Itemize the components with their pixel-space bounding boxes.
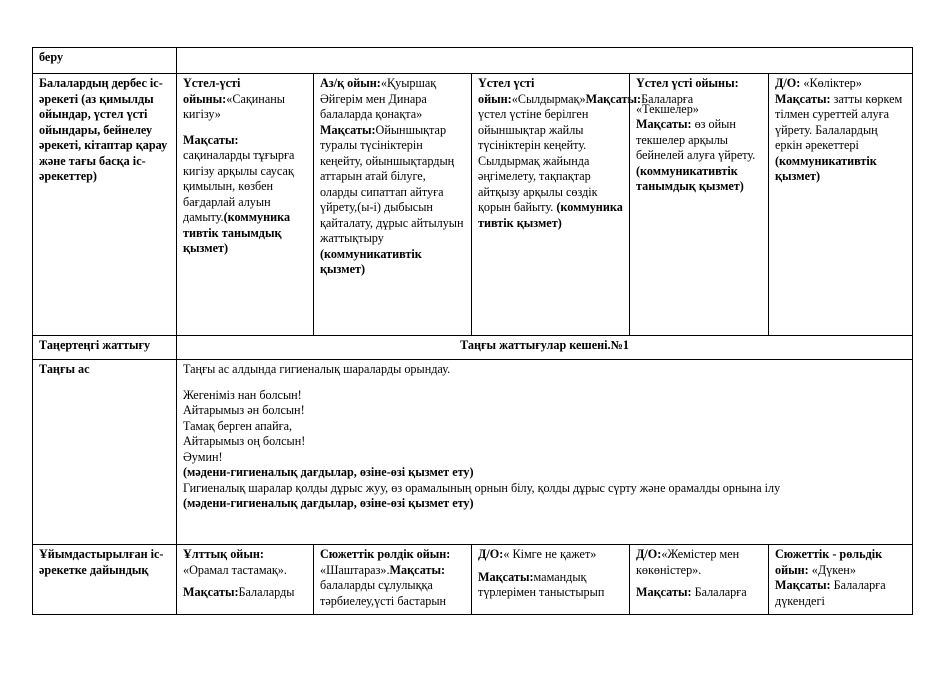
activity-game-name: « Кімге не қажет» — [503, 547, 597, 561]
activity-title: Үстел үсті ойыны: — [636, 76, 739, 90]
poem-line: Айтарымыз оң болсын! — [183, 434, 306, 448]
activity-cell-5 — [769, 74, 913, 336]
prep-cell-5 — [769, 545, 913, 615]
prep-cell-1 — [177, 545, 314, 615]
prep-cell-4 — [630, 545, 769, 615]
poem-line: Тамақ берген апайға, — [183, 418, 293, 433]
activity-game-name: «Орамал тастамақ». — [183, 562, 287, 577]
breakfast-tag: (мәдени-гигиеналық дағдылар, өзіне-өзі қызмет ету) — [183, 465, 474, 479]
activity-title: Сюжеттік - рөльдік ойын: — [775, 547, 883, 577]
activity-tag: (коммуникативтік қызмет) — [320, 246, 422, 276]
goal-label: Мақсаты: — [775, 578, 831, 592]
prep-cell-2 — [314, 545, 472, 615]
activity-game-name: «Қуыршақ Әйгерім мен Динара балаларда қонақта» — [320, 76, 437, 121]
row-beru-content — [177, 48, 913, 74]
poem-line: Жегеніміз нан болсын! — [183, 387, 302, 402]
goal-text: Балаларға — [694, 585, 747, 599]
goal-label: Мақсаты: — [775, 91, 831, 106]
activity-game-name: «Көліктер» — [803, 76, 862, 90]
row-label-preparation: Ұйымдастырылған іс-әрекетке дайындық — [33, 545, 177, 615]
activity-game-name: «Жемістер мен көкөністер». — [636, 547, 740, 577]
activity-title: Д/О: — [478, 547, 504, 561]
goal-label: Мақсаты: — [320, 122, 376, 137]
daily-plan-table — [32, 47, 913, 615]
goal-text: Балаларды — [238, 585, 295, 599]
goal-label: Мақсаты: — [183, 132, 239, 147]
table-row-preparation — [33, 545, 913, 615]
goal-label: Мақсаты: — [478, 569, 534, 584]
poem-line: Әумин! — [183, 449, 223, 464]
breakfast-intro: Таңғы ас алдында гигиеналық шараларды орындау. — [183, 362, 451, 376]
hygiene-text: Гигиеналық шаралар қолды дұрыс жуу, өз орамалының орнын білу, қолды дұрыс сүрту және орамалды орнына ілу — [183, 480, 781, 495]
activity-game-name: «Шаштараз». — [320, 562, 390, 577]
poem-line: Айтарымыз ән болсын! — [183, 403, 305, 417]
row-label-beru: беру — [33, 48, 177, 74]
activity-game-name: «Сылдырмақ» — [511, 91, 586, 106]
prep-cell-3 — [472, 545, 630, 615]
row-label-breakfast: Таңғы ас — [33, 360, 177, 545]
activity-title: Үстел-үсті ойыны: — [183, 76, 241, 106]
goal-text: Балаларға үстел үстіне берілген ойыншықтар жайлы түсініктерін кеңейту. Сылдырмақ жайында әңгімелету, тақпақтар айтқызу арқылы сөздік қорын байыту. — [478, 91, 694, 214]
goal-text: сақиналарды тұғырға кигізу арқылы саусақ қимылын, көзбен бағдарлай алуын дамыту. — [183, 148, 295, 224]
activity-tag: (коммуника тивтік танымдық қызмет) — [183, 210, 291, 255]
goal-label: Мақсаты: — [585, 91, 642, 106]
row-label-independent-activity: Балалардың дербес іс-әрекеті (аз қимылды ойындар, үстел үсті ойындары, бейнелеу әрекеті, кітаптар қарау және тағы басқа іс-әрекеттер) — [33, 74, 177, 336]
activity-game-name: «Текшелер» — [636, 101, 699, 116]
activity-cell-4 — [630, 74, 769, 336]
activity-game-name: «Дүкен» — [811, 562, 856, 577]
row-label-morning-exercise: Таңертеңгі жаттығу — [33, 336, 177, 360]
table-row-morning-exercise — [33, 336, 913, 360]
activity-tag: (коммуникативтік танымдық қызмет) — [636, 163, 744, 193]
breakfast-content — [177, 360, 913, 545]
goal-text: мамандық түрлерімен таныстырып — [478, 569, 605, 599]
activity-cell-1 — [177, 74, 314, 336]
activity-title: Д/О: — [775, 76, 801, 90]
goal-text: затты көркем тілмен суреттей алуға үйрету. Балалардың еркін әрекеттері — [775, 91, 903, 152]
activity-game-name: «Сақинаны кигізу» — [183, 91, 285, 121]
activity-title: Үстел үсті ойын: — [478, 76, 535, 106]
activity-title: Сюжеттік рөлдік ойын: — [320, 547, 451, 561]
goal-text: өз ойын текшелер арқылы бейнелей алуға үйрету. — [636, 117, 756, 162]
activity-title: Д/О: — [636, 547, 662, 561]
goal-text: балаларды сұлулыққа тәрбиелеу,үсті бастарын — [320, 578, 447, 608]
goal-label: Мақсаты: — [389, 562, 446, 577]
activity-tag: (коммуникативтік қызмет) — [775, 153, 877, 183]
activity-tag: (коммуника тивтік қызмет) — [478, 200, 623, 230]
activity-title: Аз/қ ойын: — [320, 76, 381, 90]
morning-exercise-content: Таңғы жаттығулар кешені.№1 — [177, 336, 913, 360]
activity-cell-2 — [314, 74, 472, 336]
goal-text: Балаларға дүкендегі — [775, 578, 886, 608]
activity-title: Ұлттық ойын: — [183, 547, 264, 561]
table-row-breakfast — [33, 360, 913, 545]
goal-text: Ойыншықтар туралы түсініктерін кеңейту, ойыншықтардың аттарын атай білуге, оларды сипаттап айтуға үйрету,(ы-і) дыбысын қайталату, дұрыс айтылуын жаттықтыру — [320, 122, 464, 245]
goal-label: Мақсаты: — [636, 117, 692, 131]
table-row-beru — [33, 48, 913, 74]
goal-label: Мақсаты: — [183, 585, 239, 599]
breakfast-tag: (мәдени-гигиеналық дағдылар, өзіне-өзі қызмет ету) — [183, 496, 474, 510]
goal-label: Мақсаты: — [636, 585, 692, 599]
table-row-independent-activity — [33, 74, 913, 336]
